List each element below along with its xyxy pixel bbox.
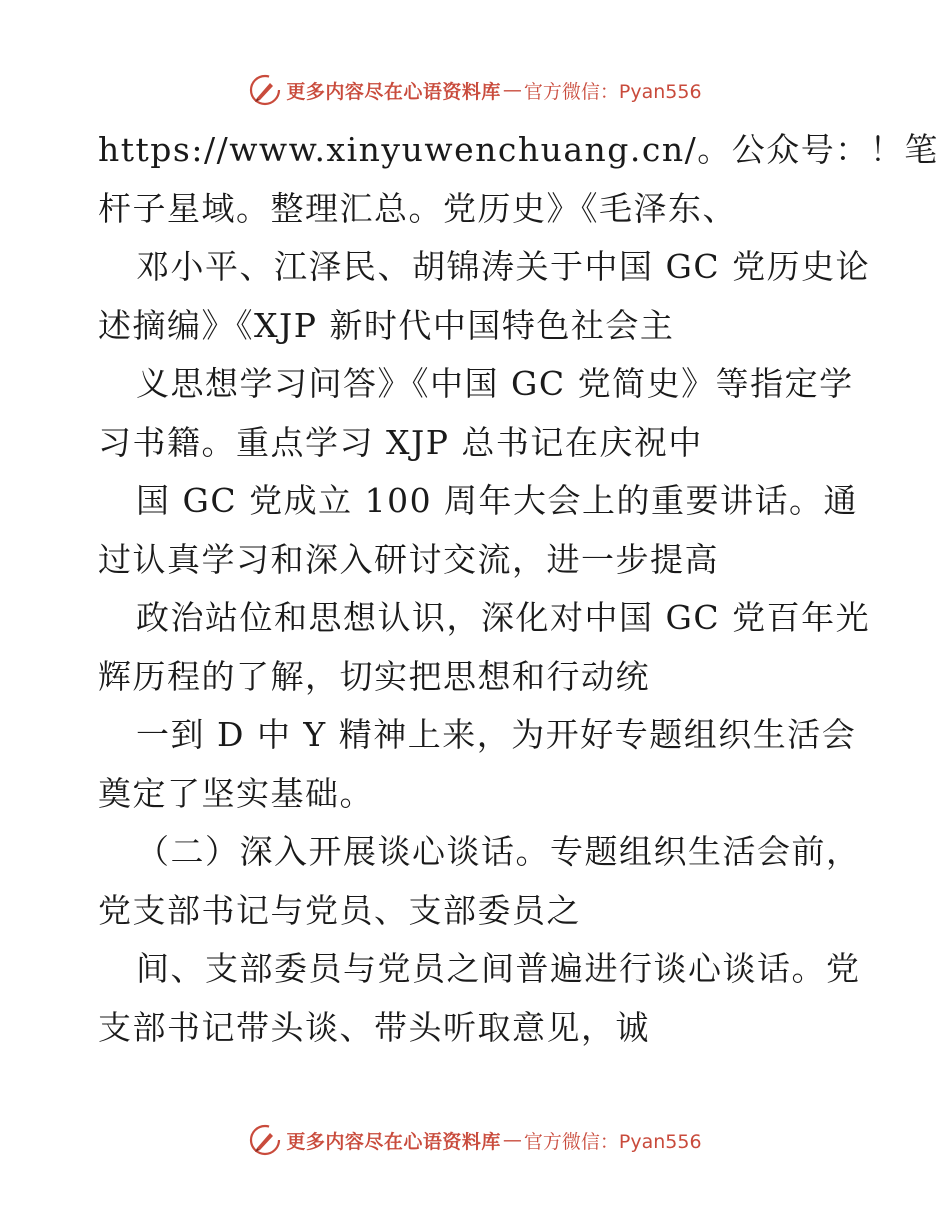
text-line: 支部书记带头谈、带头听取意见，诚 — [98, 1007, 650, 1047]
text-line: （二）深入开展谈心谈话。专题组织生活会前， — [136, 832, 861, 871]
text-line: 邓小平、江泽民、胡锦涛关于中国 GC 党历史论 — [136, 247, 871, 286]
text-line: 党支部书记与党员、支部委员之 — [98, 890, 581, 930]
text-line: 政治站位和思想认识，深化对中国 GC 党百年光 — [136, 598, 871, 637]
document-body — [98, 121, 939, 1057]
text-line: 述摘编》《XJP 新时代中国特色社会主 — [98, 305, 675, 345]
footer-brand-text: 更多内容尽在心语资料库 — [286, 1130, 501, 1153]
header-wechat-text: 官方微信：Pyan556 — [523, 80, 702, 103]
footer-wechat-text: 官方微信：Pyan556 — [523, 1130, 702, 1153]
text-line: 杆子星域。整理汇总。党历史》《毛泽东、 — [98, 188, 737, 228]
text-line: https://www.xinyuwenchuang.cn/。公众号：！笔 — [98, 130, 939, 169]
pen-logo-icon — [248, 1123, 282, 1157]
pen-logo-icon — [248, 73, 282, 107]
header-brand-text: 更多内容尽在心语资料库 — [286, 80, 501, 103]
header-separator: — — [502, 79, 522, 101]
footer-separator: — — [502, 1129, 522, 1151]
text-line: 习书籍。重点学习 XJP 总书记在庆祝中 — [98, 422, 703, 462]
text-line: 国 GC 党成立 100 周年大会上的重要讲话。通 — [136, 481, 859, 520]
text-line: 过认真学习和深入研讨交流，进一步提高 — [98, 539, 719, 579]
text-line: 辉历程的了解，切实把思想和行动统 — [98, 656, 650, 696]
text-line: 义思想学习问答》《中国 GC 党简史》等指定学 — [136, 364, 854, 403]
header-banner — [0, 70, 950, 110]
text-line: 一到 D 中 Y 精神上来，为开好专题组织生活会 — [136, 715, 857, 754]
footer-banner — [0, 1120, 950, 1160]
text-line: 奠定了坚实基础。 — [98, 773, 374, 813]
text-line: 间、支部委员与党员之间普遍进行谈心谈话。党 — [136, 949, 861, 988]
